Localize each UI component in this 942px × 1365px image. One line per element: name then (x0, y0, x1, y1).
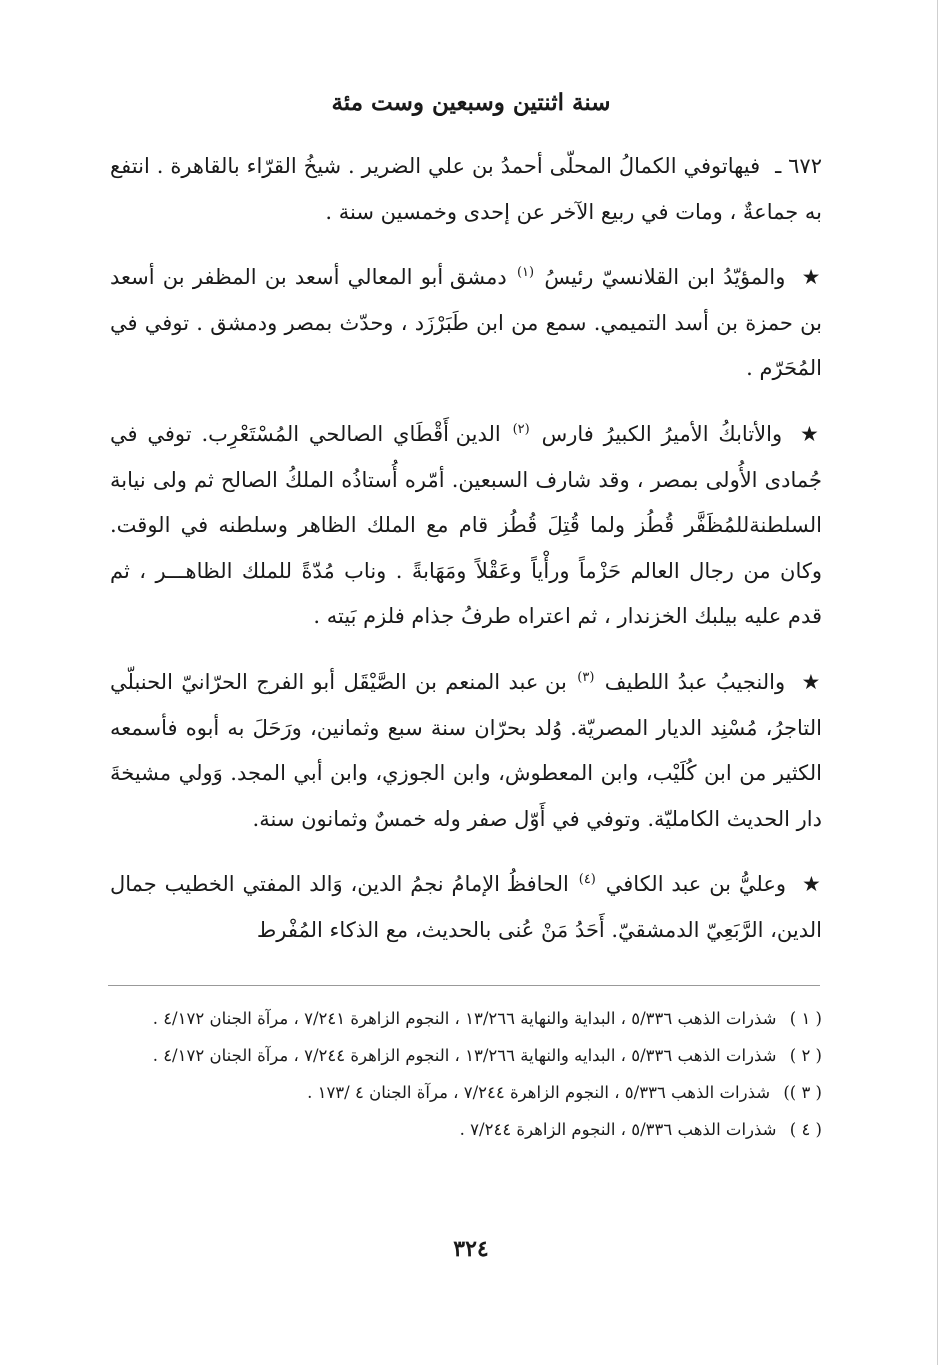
footnote-text: شذرات الذهب ٥/٣٣٦ ، البدايه والنهاية ١٣/٢٦٦ ، النجوم الزاهرة ٧/٢٤٤ ، مرآة الجنان ٤/١٧٢ . (152, 1046, 777, 1065)
footnote-1 (110, 1003, 822, 1034)
entry-672 (110, 144, 822, 235)
footnotes (110, 1003, 822, 1145)
footnote-text: شذرات الذهب ٥/٣٣٦ ، البداية والنهاية ١٣/٢٦٦ ، النجوم الزاهرة ٧/٢٤١ ، مرآة الجنان ٤/١٧٢ . (152, 1009, 777, 1028)
entry-text: الدين أَقْطَاي الصالحي المُسْتَعْرِب. توفي في جُمادى الأُولى بمصر ، وقد شارف السبعين. أمّره أُستاذُه الملكُ الصالح ثم ولى نيابة السلطنةللمُظَفَّر قُطُز ولما قُتِلَ قُطُز قام مع الملك الظاهر وسلطنه في الوقت. وكان من رجال العالم حَزْماً ورأْياً وعَقْلاً ومَهَابةً . وناب مُدّةً للملك الظاهـــر ، ثم قدم عليه بيلبك الخزندار ، ثم اعتراه طرفُ جذام فلزم بَيته . (110, 421, 822, 629)
page-edge-line (937, 0, 938, 1365)
entry-text: والمؤيّدُ ابن القلانسيّ رئيسُ (544, 265, 786, 290)
entry-text: دمشق أبو المعالي أسعد بن المظفر بن أسعد بن حمزة بن أسد التميمي. سمع من ابن طَبَرْزَد ، وحدّث بمصر ودمشق . توفي في المُحَرّم . (110, 265, 822, 381)
star-icon: ★ (801, 872, 822, 897)
entry-muayyad (110, 255, 822, 392)
entry-aqtay (110, 412, 822, 640)
footnote-text: شذرات الذهب ٥/٣٣٦ ، النجوم الزاهرة ٧/٢٤٤ . (459, 1120, 777, 1139)
entry-najib (110, 660, 822, 842)
footnote-number: ( ٣ )) (783, 1083, 822, 1102)
running-header: سنة اثنتين وسبعين وست مئة (331, 89, 611, 116)
footnote-reference[interactable]: (٤) (578, 872, 596, 888)
entry-number: ٦٧٢ ـ (775, 154, 822, 178)
footnote-number: ( ٤ ) (789, 1120, 822, 1139)
footnote-4 (110, 1114, 822, 1145)
footnote-text: شذرات الذهب ٥/٣٣٦ ، النجوم الزاهرة ٧/٢٤٤ ، مرآة الجنان ٤ /١٧٣ . (307, 1083, 771, 1102)
entry-text: بن عبد المنعم بن الصَّيْقَل أبو الفرج الحرّانيّ الحنبلّي التاجرُ، مُسْنِد الديار المصريّة. وُلد بحرّان سنة سبع وثمانين، ورَحَلَ به أبوه فأسمعه الكثير من ابن كُلَيْب، وابن المعطوش، وابن الجوزي، وابن أبي المجد. وَولي مشيخةَ دار الحديث الكامليّة. وتوفي في أَوّل صفر وله خمسٌ وثمانون سنة. (110, 669, 822, 831)
footnote-2 (110, 1040, 822, 1071)
footnote-number: ( ١ ) (789, 1009, 822, 1028)
footnote-reference[interactable]: (١) (516, 265, 535, 281)
entry-text: والنجيبُ عبدُ اللطيف (604, 669, 786, 694)
page-number: ٣٢٤ (453, 1236, 489, 1262)
footnote-number: ( ٢ ) (789, 1046, 822, 1065)
star-icon: ★ (799, 421, 822, 446)
star-icon: ★ (801, 669, 822, 694)
main-text (110, 144, 822, 954)
footnote-reference[interactable]: (٣) (577, 669, 595, 685)
footnote-3 (110, 1077, 822, 1108)
entry-ali-abd-alkafi (110, 862, 822, 953)
entry-text: الحافظُ الإمامُ نجمُ الدين، وَالد المفتي الخطيب جمال الدين، الرَّبَعِيّ الدمشقيّ. أَحَدُ مَنْ عُنى بالحديث، مع الذكاء المُفْرط (110, 872, 822, 942)
entry-text: فيهاتوفي الكمالُ المحلّى أحمدُ بن علي الضرير . شيخُ القرّاء بالقاهرة . انتفع به جماعةٌ ، ومات في ربيع الآخر عن إحدى وخمسين سنة . (110, 154, 822, 224)
entry-text: والأتابكُ الأميرُ الكبيرُ فارس (541, 421, 783, 446)
footnote-reference[interactable]: (٢) (512, 421, 530, 437)
footnote-divider (108, 985, 820, 986)
star-icon: ★ (801, 265, 822, 290)
entry-text: وعليُّ بن عبد الكافي (605, 872, 787, 897)
